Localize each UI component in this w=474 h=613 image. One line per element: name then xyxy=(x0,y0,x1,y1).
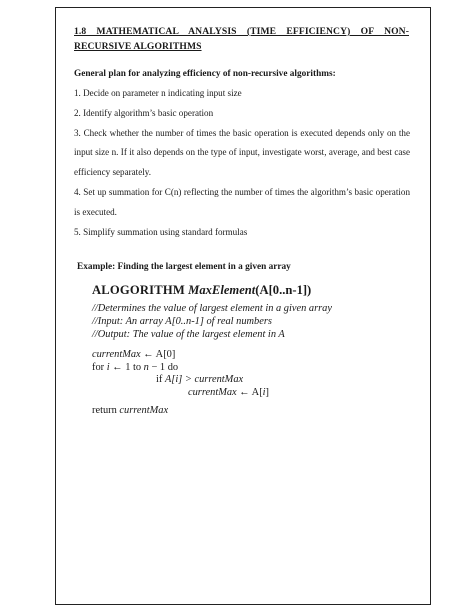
algorithm-keyword: ALOGORITHM xyxy=(92,283,185,297)
plan-step-5: 5. Simplify summation using standard formulas xyxy=(74,226,248,237)
if-keyword: if xyxy=(156,374,165,386)
code-line-if xyxy=(92,374,412,387)
return-keyword: return xyxy=(92,405,120,417)
assign-rest: ← A[ xyxy=(236,386,263,398)
for-rest: ← 1 to xyxy=(109,361,144,373)
init-var: currentMax xyxy=(92,349,141,360)
comment-line-2: //Input: An array A[0..n-1] of real numbers xyxy=(92,316,272,327)
assign-end: ] xyxy=(265,386,270,398)
if-condition: A[i] > currentMax xyxy=(164,374,244,386)
for-n: n xyxy=(143,361,149,373)
code-line-for xyxy=(92,362,412,375)
algorithm-code xyxy=(92,349,412,418)
algorithm-block xyxy=(92,282,412,418)
return-var: currentMax xyxy=(119,405,169,417)
plan-step-3: 3. Check whether the number of times the basic operation is executed depends only on the input size n. If it also depends on the type of input, investigate worst, average, and best case efficiency separately. xyxy=(74,127,410,178)
plan-step-4: 4. Set up summation for C(n) reflecting the number of times the algorithm’s basic operation is executed. xyxy=(74,186,410,217)
assign-index: i xyxy=(262,386,266,398)
assign-var: currentMax xyxy=(188,386,237,398)
comment-line-3: //Output: The value of the largest element in A xyxy=(92,329,285,340)
example-heading: Example: Finding the largest element in a given array xyxy=(77,262,291,272)
for-end: − 1 do xyxy=(148,361,179,373)
init-rest: ← A[0] xyxy=(140,349,176,360)
code-line-init xyxy=(92,349,412,362)
plan-step-2: 2. Identify algorithm’s basic operation xyxy=(74,107,214,118)
plan-step-1: 1. Decide on parameter n indicating input size xyxy=(74,88,242,98)
for-keyword: for xyxy=(92,361,107,373)
code-line-assign xyxy=(92,387,412,400)
section-title: 1.8 MATHEMATICAL ANALYSIS (TIME EFFICIENCY) OF NON-RECURSIVE ALGORITHMS xyxy=(74,26,409,52)
code-line-return xyxy=(92,405,412,418)
algorithm-comments xyxy=(92,302,412,341)
comment-line-1: //Determines the value of largest element in a given array xyxy=(92,303,332,314)
plan-steps-list xyxy=(74,84,410,242)
algorithm-name: MaxElement xyxy=(188,283,256,297)
algorithm-header xyxy=(92,282,412,298)
for-var: i xyxy=(106,361,110,373)
algorithm-signature: (A[0..n-1]) xyxy=(255,283,312,297)
plan-heading: General plan for analyzing efficiency of non-recursive algorithms: xyxy=(74,69,336,79)
